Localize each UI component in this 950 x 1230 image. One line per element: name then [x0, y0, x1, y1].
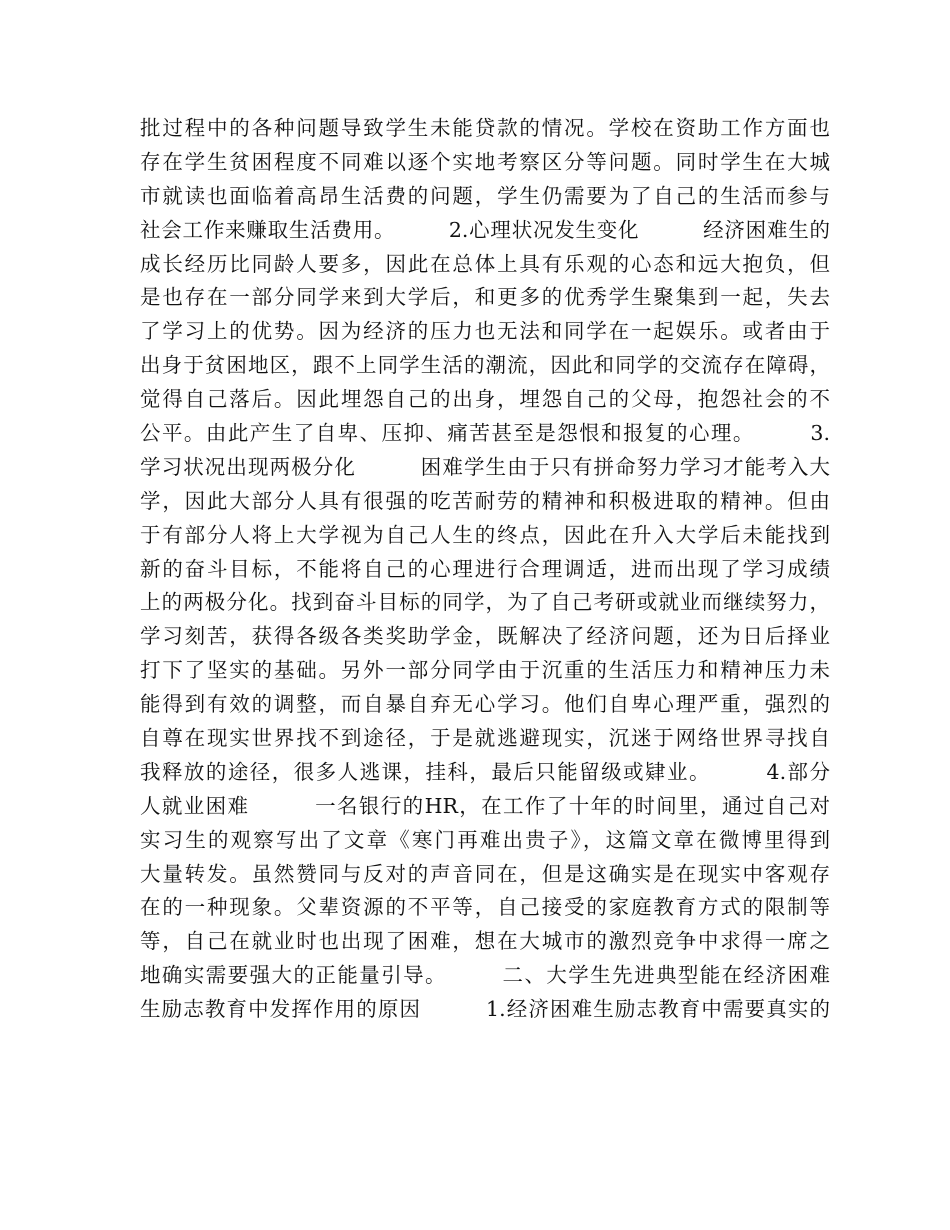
text-line: 觉得自己落后。因此埋怨自己的出身，埋怨自己的父母，抱怨社会的不	[140, 387, 830, 412]
text-line: 出身于贫困地区，跟不上同学生活的潮流，因此和同学的交流存在障碍，	[140, 353, 830, 378]
text-line: 成长经历比同龄人要多，因此在总体上具有乐观的心态和远大抱负，但	[140, 251, 830, 276]
text-line: 于有部分人将上大学视为自己人生的终点，因此在升入大学后未能找到	[140, 522, 830, 547]
text-line: 社会工作来赚取生活费用。 2.心理状况发生变化 经济困难生的	[140, 217, 830, 242]
text-line: 能得到有效的调整，而自暴自弃无心学习。他们自卑心理严重，强烈的	[140, 692, 830, 717]
text-line: 大量转发。虽然赞同与反对的声音同在，但是这确实是在现实中客观存	[140, 861, 830, 886]
text-line: 在的一种现象。父辈资源的不平等，自己接受的家庭教育方式的限制等	[140, 895, 830, 920]
text-line: 学习刻苦，获得各级各类奖助学金，既解决了经济问题，还为日后择业	[140, 624, 830, 649]
text-line: 自尊在现实世界找不到途径，于是就逃避现实，沉迷于网络世界寻找自	[140, 726, 830, 751]
text-line: 等，自己在就业时也出现了困难，想在大城市的激烈竞争中求得一席之	[140, 929, 830, 954]
text-line: 公平。由此产生了自卑、压抑、痛苦甚至是怨恨和报复的心理。 3.	[140, 421, 830, 446]
text-line: 学，因此大部分人具有很强的吃苦耐劳的精神和积极进取的精神。但由	[140, 488, 830, 513]
text-line: 了学习上的优势。因为经济的压力也无法和同学在一起娱乐。或者由于	[140, 319, 830, 344]
text-line: 实习生的观察写出了文章《寒门再难出贵子》，这篇文章在微博里得到	[140, 827, 830, 852]
text-line: 新的奋斗目标，不能将自己的心理进行合理调适，进而出现了学习成绩	[140, 556, 830, 581]
text-line: 人就业困难 一名银行的HR，在工作了十年的时间里，通过自己对	[140, 793, 830, 818]
text-line: 生励志教育中发挥作用的原因 1.经济困难生励志教育中需要真实的	[140, 997, 830, 1022]
text-line: 是也存在一部分同学来到大学后，和更多的优秀学生聚集到一起，失去	[140, 285, 830, 310]
text-line: 上的两极分化。找到奋斗目标的同学，为了自己考研或就业而继续努力，	[140, 590, 830, 615]
text-line: 我释放的途径，很多人逃课，挂科，最后只能留级或肄业。 4.部分	[140, 759, 830, 784]
body-text	[140, 112, 830, 1027]
text-line: 市就读也面临着高昂生活费的问题，学生仍需要为了自己的生活而参与	[140, 183, 830, 208]
text-line: 存在学生贫困程度不同难以逐个实地考察区分等问题。同时学生在大城	[140, 149, 830, 174]
text-line: 地确实需要强大的正能量引导。 二、大学生先进典型能在经济困难	[140, 963, 830, 988]
text-line: 批过程中的各种问题导致学生未能贷款的情况。学校在资助工作方面也	[140, 116, 830, 140]
text-line: 学习状况出现两极分化 困难学生由于只有拼命努力学习才能考入大	[140, 454, 830, 479]
text-line: 打下了坚实的基础。另外一部分同学由于沉重的生活压力和精神压力未	[140, 658, 830, 683]
